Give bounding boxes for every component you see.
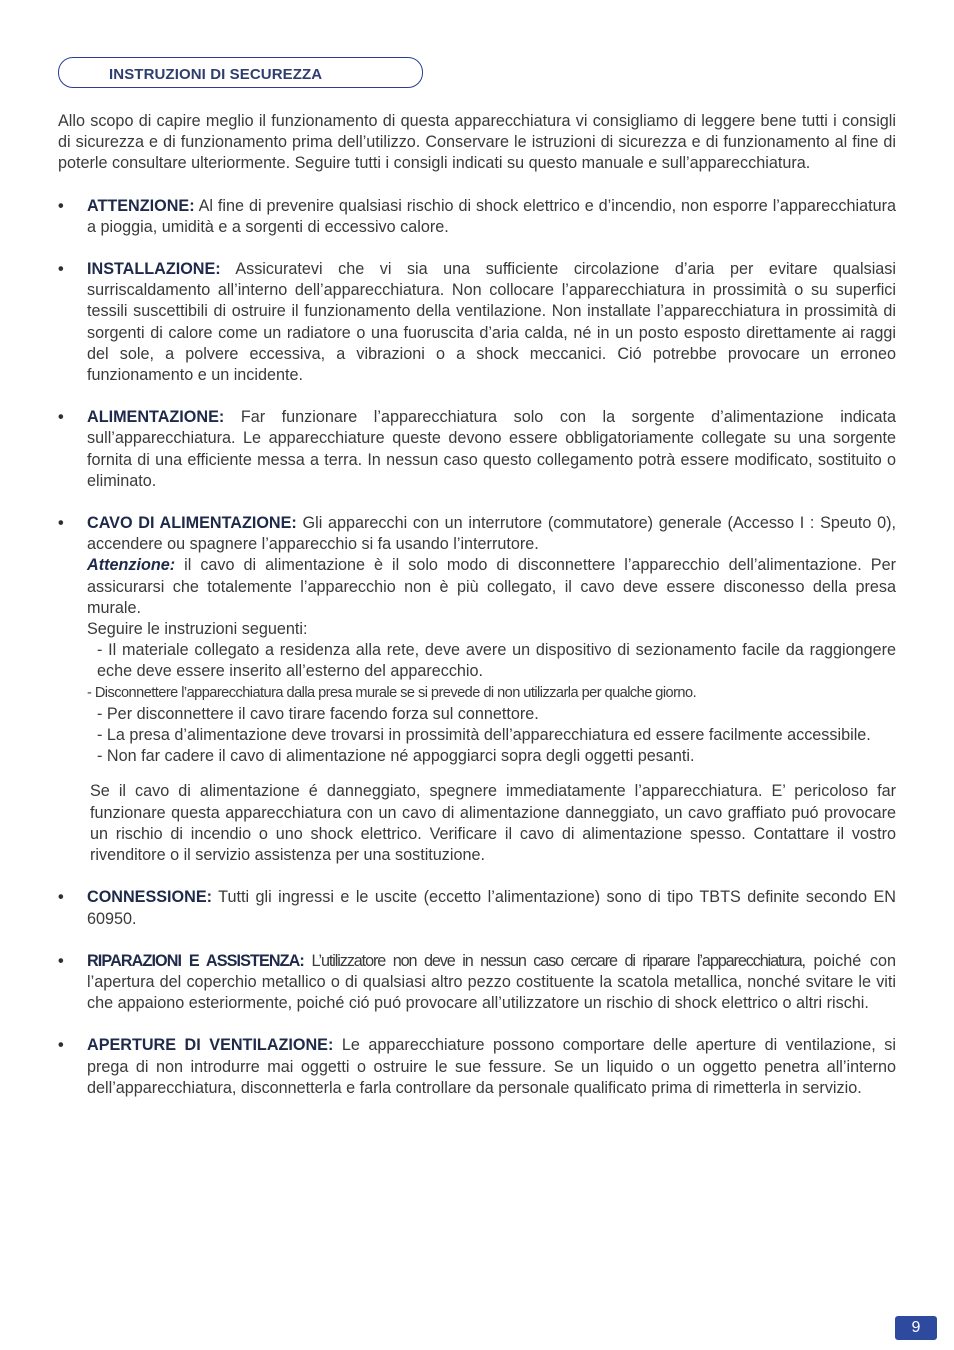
item-text: Gli apparecchi con un interrutore (commutatore) generale (Accesso I : Speuto 0), accendere ou spagnere l’apparecchio si fa usando l’interrutore. bbox=[87, 514, 896, 554]
item-text: poiché con l’apertura del coperchio metallico o di qualsiasi altro pezzo costituente la scatola metallica, nonché svitare le viti che appaiono esteriormente, poiché ció puó provocare all’utilizzatore un rischio di shock elettrico o altri rischi. bbox=[87, 951, 896, 1013]
item-lead: ATTENZIONE: bbox=[87, 196, 195, 215]
item-lead: CAVO DI ALIMENTAZIONE: bbox=[87, 514, 297, 533]
safety-item-attenzione bbox=[58, 196, 896, 238]
item-text: Far funzionare l’apparecchiatura solo con la sorgente d’alimentazione indicata sull’apparecchiatura. Le apparecchiature queste devono essere obbligatoriamente collegate su una sorgente fornita di una efficiente messa a terra. In nessun caso questo collegamento potrà essere modificato, sostituito o eliminato. bbox=[87, 408, 896, 490]
section-header-tab bbox=[58, 57, 423, 88]
instruction-item: - Il materiale collegato a residenza alla rete, deve avere un dispositivo di sezionamento facile da raggiongere eche deve essere inserito all’esterno del apparecchio. bbox=[97, 641, 896, 681]
bullet-icon: • bbox=[58, 951, 64, 970]
instruction-item: - La presa d’alimentazione deve trovarsi in prossimità dell’apparecchiatura ed essere facilmente accessibile. bbox=[97, 726, 871, 745]
item-text: L’utilizzatore non deve in nessun caso cercare di riparare l’apparecchiatura, bbox=[303, 951, 805, 970]
instruction-item: - Per disconnettere il cavo tirare facendo forza sul connettore. bbox=[97, 704, 539, 723]
safety-item-cavo bbox=[58, 513, 896, 866]
warning-lead: Attenzione: bbox=[87, 556, 176, 575]
bullet-icon: • bbox=[58, 888, 64, 907]
instruction-item: - Non far cadere il cavo di alimentazione né appoggiarci sopra degli oggetti pesanti. bbox=[97, 747, 695, 766]
item-text: il cavo di alimentazione è il solo modo di disconnettere l’apparecchio dell’alimentazione. Per assicurarsi che totalemente l’apparecchio non è più collegato, il cavo deve essere disconesso della presa murale. bbox=[87, 556, 896, 617]
bullet-icon: • bbox=[58, 408, 64, 427]
intro-paragraph: Allo scopo di capire meglio il funzionamento di questa apparecchiatura vi consigliamo di leggere bene tutti i consigli di sicurezza e di funzionamento prima dell’utilizzo. Conservare le istruzioni di sicurezza e di funzionamento al fine di poterle consultare ulteriormente. Seguire tutti i consigli indicati su questo manuale e sull’apparecchiatura. bbox=[58, 112, 896, 173]
follow-instructions: Seguire le instruzioni seguenti: bbox=[87, 620, 308, 639]
instruction-item: - Disconnettere l’apparecchiatura dalla presa murale se si prevede di non utilizzarla per qualche giorno. bbox=[87, 684, 697, 701]
item-lead: INSTALLAZIONE: bbox=[87, 260, 221, 279]
safety-item-alimentazione bbox=[58, 407, 896, 492]
bullet-icon: • bbox=[58, 514, 64, 533]
page-number-badge: 9 bbox=[895, 1316, 937, 1340]
safety-item-riparazioni bbox=[58, 951, 896, 1015]
bullet-icon: • bbox=[58, 260, 64, 279]
safety-item-connessione bbox=[58, 887, 896, 929]
safety-item-aperture bbox=[58, 1035, 896, 1099]
item-text: Assicuratevi che vi sia una sufficiente circolazione d’aria per evitare qualsiasi surriscaldamento all’interno dell’apparecchiatura. Non collocare l’apparecchiatura in prossimità o su superfici tessili suscettibili di ostruire il funzionamento della ventilazione. Non installate l’apparecchiatura in prossimità di sorgenti di calore come un radiatore o una fuoruscita d’aria calda, né in un posto esposto direttamente ai raggi del sole, a polvere eccessiva, a vibrazioni o a shock meccanici. Ció potrebbe provocare un erroneo funzionamento e un incidente. bbox=[87, 260, 896, 385]
damaged-cable-note: Se il cavo di alimentazione é danneggiato, spegnere immediatamente l’apparecchiatura. E’ pericoloso far funzionare questa apparecchiatura con un cavo di alimentazione danneggiato, un cavo graffiato puó provocare un rischio di incendio o uno shock elettrico. Verificare il cavo di alimentazione spesso. Contattare il vostro rivenditore o il servizio assistenza per una sostituzione. bbox=[90, 782, 896, 865]
item-lead: ALIMENTAZIONE: bbox=[87, 408, 225, 427]
bullet-icon: • bbox=[58, 1036, 64, 1055]
item-lead: CONNESSIONE: bbox=[87, 888, 213, 907]
item-text: Al fine di prevenire qualsiasi rischio di shock elettrico e d’incendio, non esporre l’apparecchiatura a pioggia, umidità e a sorgenti di eccessivo calore. bbox=[87, 196, 896, 236]
section-title: INSTRUZIONI DI SECUREZZA bbox=[109, 66, 323, 83]
item-lead: RIPARAZIONI E ASSISTENZA: bbox=[87, 951, 304, 970]
item-text: Tutti gli ingressi e le uscite (eccetto l’alimentazione) sono di tipo TBTS definite secondo EN 60950. bbox=[87, 888, 896, 928]
safety-item-installazione bbox=[58, 259, 896, 386]
bullet-icon: • bbox=[58, 196, 64, 215]
item-text: Le apparecchiature possono comportare delle aperture di ventilazione, si prega di non introdurre mai oggetti o ostruire le sue fessure. Se un liquido o un oggetto penetra all’interno dell’apparecchiatura, disconnetterla e farla controllare da personale qualificato prima di rimetterla in servizio. bbox=[87, 1036, 896, 1097]
page-content bbox=[58, 111, 896, 1099]
item-lead: APERTURE DI VENTILAZIONE: bbox=[87, 1036, 334, 1055]
